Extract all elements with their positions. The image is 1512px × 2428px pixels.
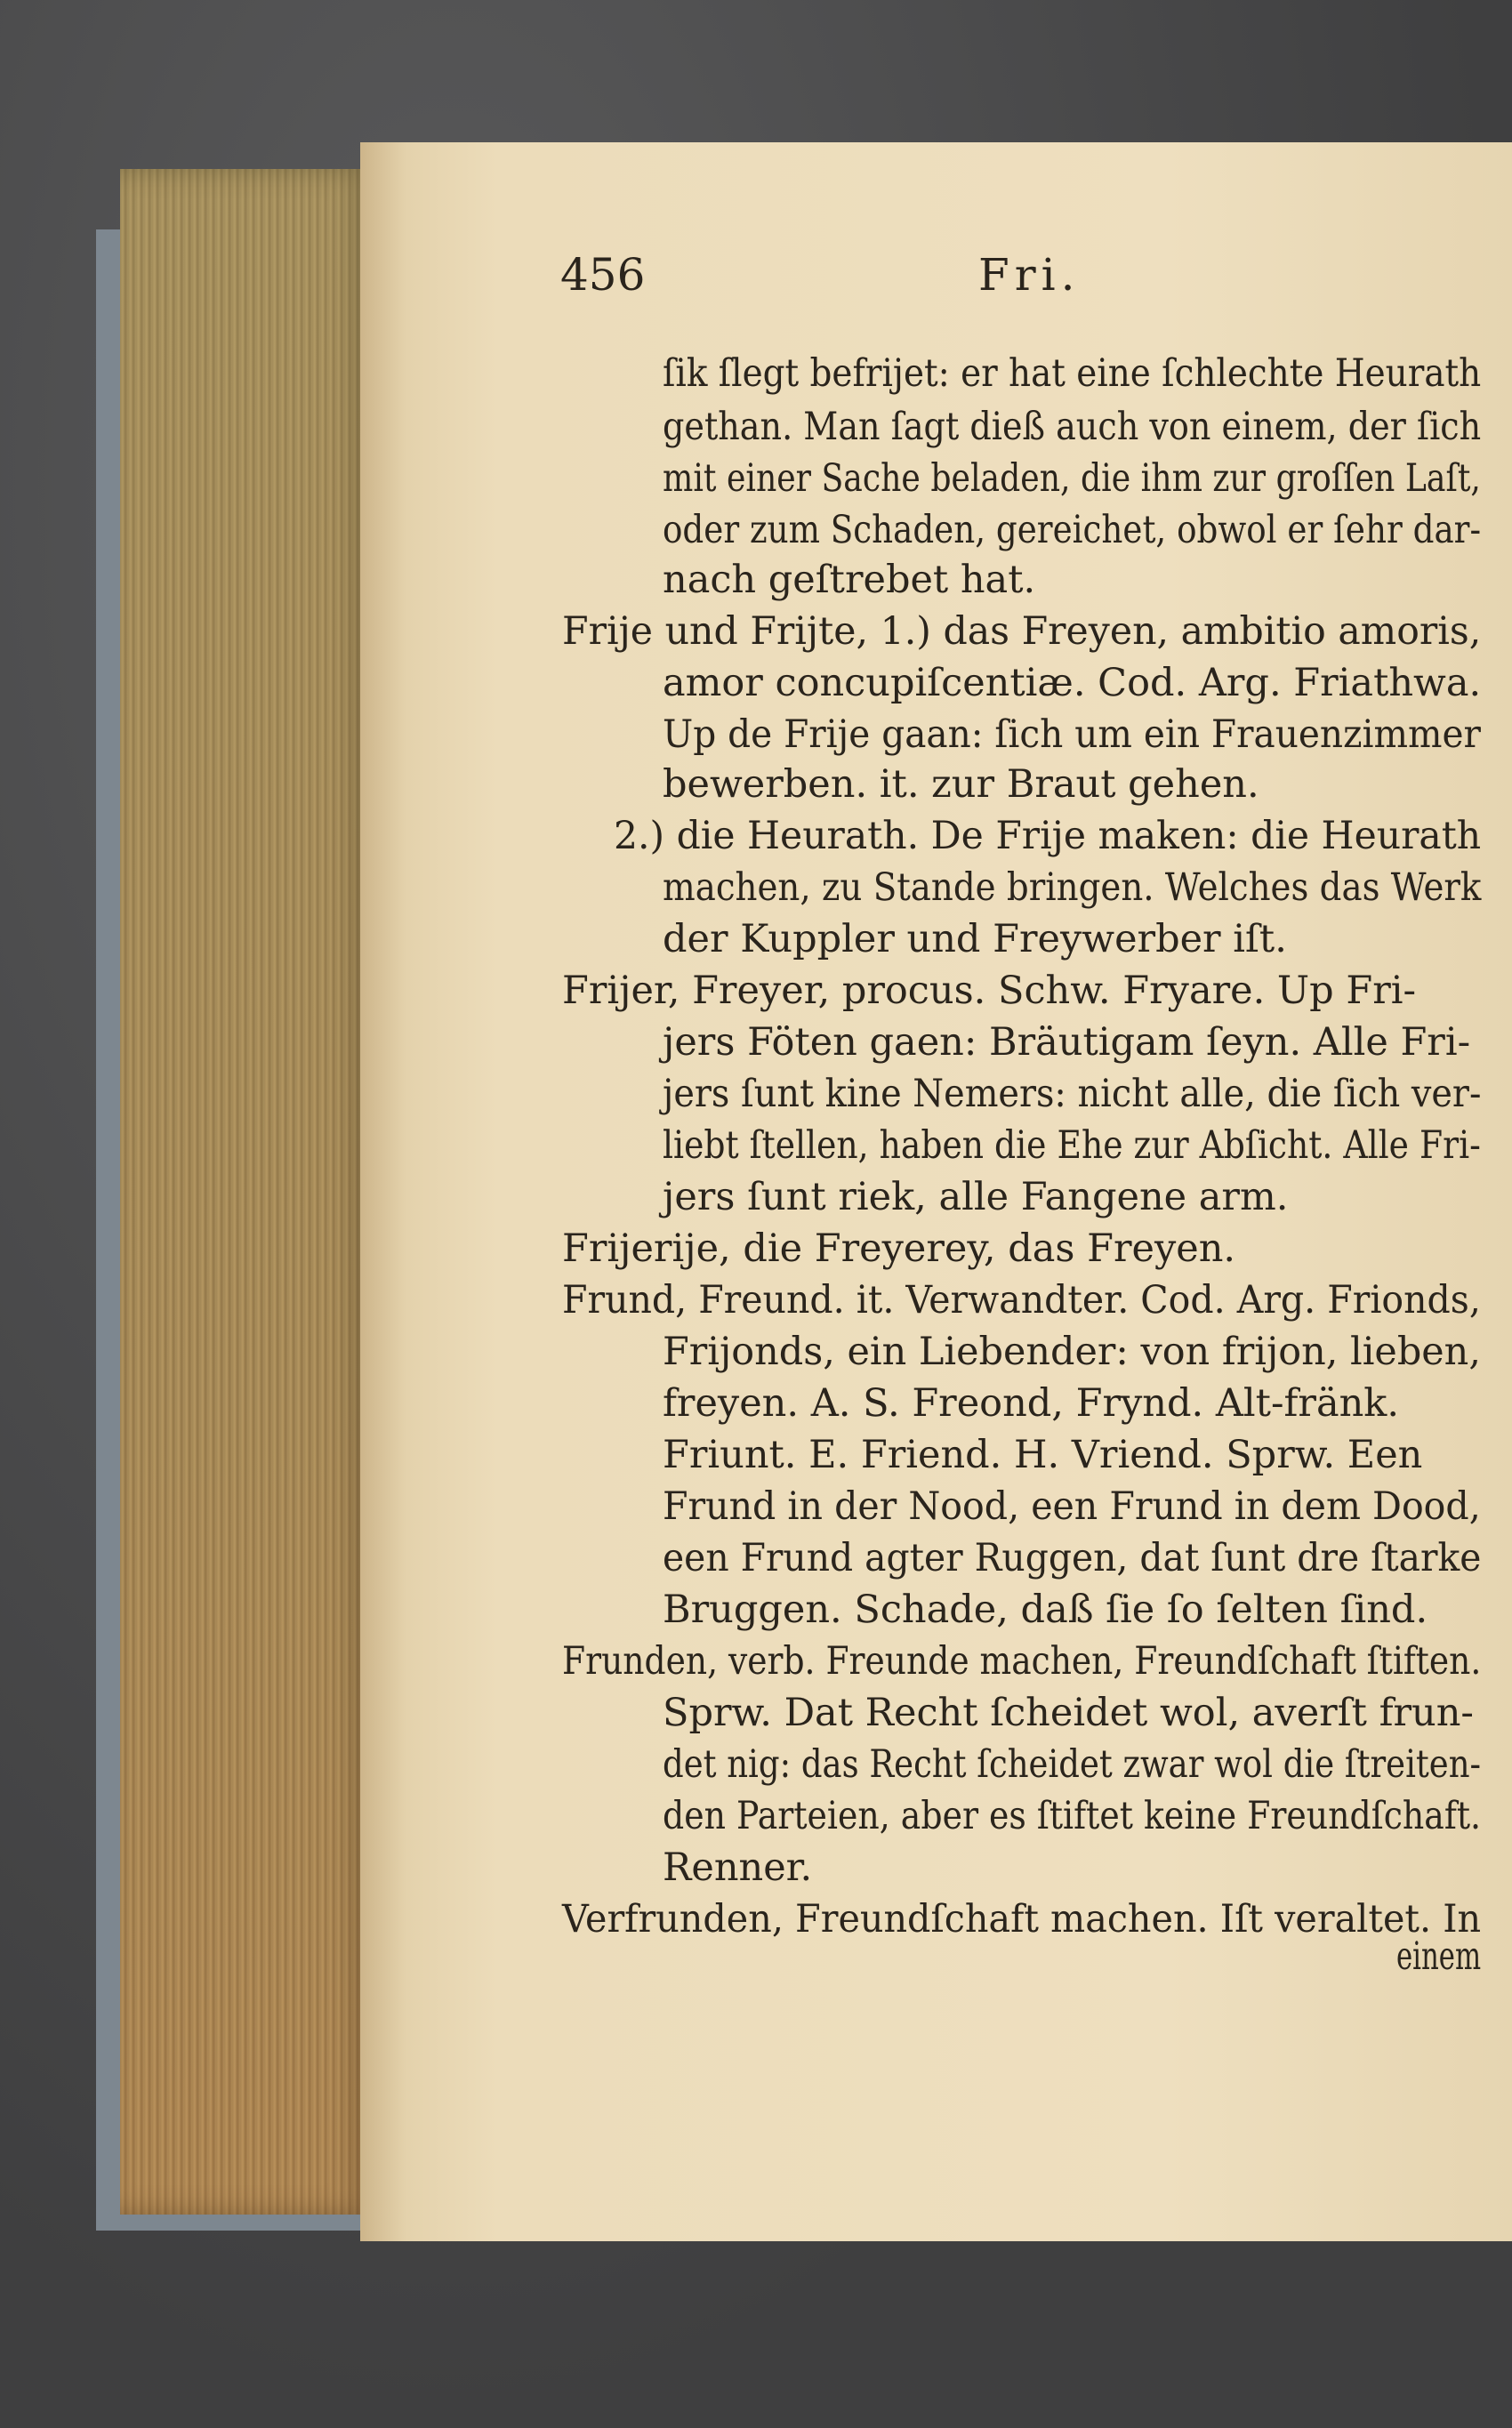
text-line: der Kuppler und Freywerber iſt. — [663, 917, 1287, 961]
text-line: 2.) die Heurath. De Frije maken: die Heurath — [614, 814, 1482, 858]
text-line: Frijonds, ein Liebender: von frijon, lieben, — [663, 1330, 1481, 1374]
text-line: Frijer, Freyer, procus. Schw. Fryare. Up Fri- — [562, 969, 1417, 1013]
text-line: Friunt. E. Friend. H. Vriend. Sprw. Een — [663, 1433, 1423, 1477]
text-line: Verfrunden, Freundſchaft machen. Iſt veraltet. In — [562, 1897, 1482, 1942]
text-line: Frund in der Nood, een Frund in dem Dood, — [663, 1484, 1481, 1529]
running-head: Fri. — [978, 249, 1081, 301]
text-line: jers ſunt riek, alle Fangene arm. — [663, 1175, 1289, 1219]
text-line: freyen. A. S. Freond, Frynd. Alt-fränk. — [663, 1381, 1400, 1426]
page-number: 456 — [560, 249, 646, 301]
text-line: nach geſtrebet hat. — [663, 558, 1036, 602]
text-line: det nig: das Recht ſcheidet zwar wol die ſtreiten- — [663, 1742, 1482, 1787]
text-line: Frund, Freund. it. Verwandter. Cod. Arg. Frionds, — [562, 1278, 1481, 1323]
text-line: jers Föten gaen: Bräutigam ſeyn. Alle Fri- — [663, 1020, 1471, 1065]
catchword: einem — [1396, 1934, 1482, 1979]
text-line: Up de Frije gaan: ſich um ein Frauenzimmer — [663, 712, 1481, 757]
text-line: jers ſunt kine Nemers: nicht alle, die ſich ver- — [663, 1072, 1482, 1116]
text-line: amor concupiſcentiæ. Cod. Arg. Friathwa. — [663, 661, 1482, 705]
text-line: Frijerije, die Freyerey, das Freyen. — [562, 1226, 1236, 1271]
text-line: mit einer Sache beladen, die ihm zur groſſen Laſt, — [663, 456, 1481, 501]
text-line: Frunden, verb. Freunde machen, Freundſchaft ſtiften. — [562, 1639, 1482, 1684]
text-line: Bruggen. Schade, daß ſie ſo ſelten ſind. — [663, 1588, 1428, 1632]
text-line: liebt ſtellen, haben die Ehe zur Abſicht. Alle Fri- — [663, 1123, 1481, 1168]
text-line: Frije und Frijte, 1.) das Freyen, ambitio amoris, — [562, 609, 1482, 654]
text-line: Sprw. Dat Recht ſcheidet wol, averſt frun- — [663, 1691, 1474, 1735]
text-line: den Parteien, aber es ſtiftet keine Freundſchaft. — [663, 1794, 1482, 1838]
text-line: ſik ſlegt befrijet: er hat eine ſchlechte Heurath — [663, 351, 1482, 396]
page-edges — [120, 169, 374, 2215]
text-line: Renner. — [663, 1845, 813, 1890]
text-line: bewerben. it. zur Braut gehen. — [663, 762, 1259, 807]
text-line: oder zum Schaden, gereichet, obwol er ſehr dar- — [663, 508, 1482, 552]
text-line: een Frund agter Ruggen, dat ſunt dre ſtarke — [663, 1536, 1482, 1580]
text-line: gethan. Man ſagt dieß auch von einem, der ſich — [663, 405, 1482, 449]
text-line: machen, zu Stande bringen. Welches das Werk — [663, 865, 1482, 910]
